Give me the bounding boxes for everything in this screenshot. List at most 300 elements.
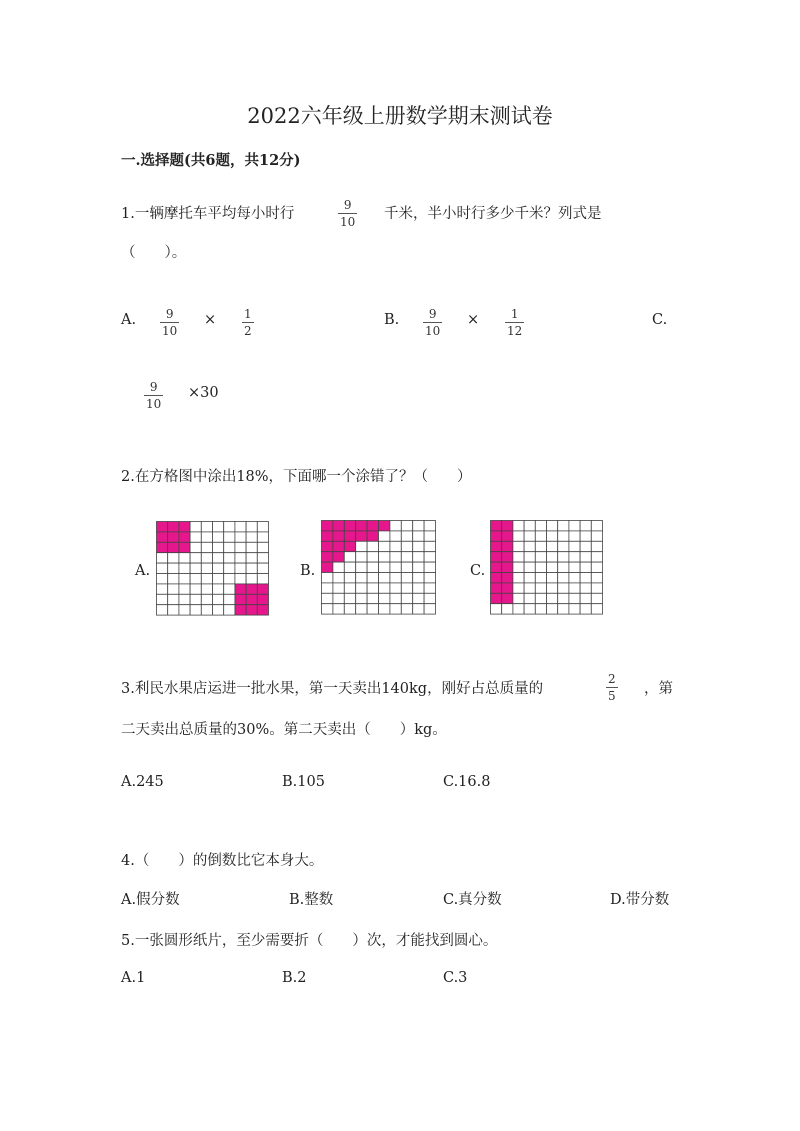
q1-option-a-fraction-2 [242,307,254,338]
grid-cell [580,583,591,593]
grid-cell [179,553,190,563]
grid-cell [424,604,435,614]
grid-cell-shaded [235,605,246,615]
grid-cell [168,584,179,594]
grid-cell [524,552,535,562]
grid-cell [580,552,591,562]
grid-cell [390,604,401,614]
grid-cell [333,583,344,593]
grid-cell [257,542,268,552]
grid-cell [580,521,591,531]
grid-cell [246,542,257,552]
grid-cell [547,562,558,572]
grid-cell [257,563,268,573]
grid-cell [535,521,546,531]
q1-option-c-tail: ×30 [188,385,219,401]
grid-cell [524,531,535,541]
grid-cell [322,593,333,603]
q3-option-c[interactable]: C.16.8 [443,774,491,790]
grid-cell [367,573,378,583]
q1-text-end: 千米，半小时行多少千米？列式是 [384,206,602,222]
grid-cell [224,605,235,615]
grid-cell [235,553,246,563]
grid-cell [413,552,424,562]
q4-option-b[interactable]: B.整数 [289,892,334,908]
fraction-numerator: 9 [165,307,174,321]
grid-cell [401,573,412,583]
grid-cell [201,542,212,552]
q1-option-b-operator: × [467,312,480,328]
fraction-numerator: 1 [244,307,252,321]
q1-option-a-operator: × [204,312,217,328]
grid-cell [390,573,401,583]
grid-cell-shaded [491,552,502,562]
grid-cell [424,593,435,603]
q2-option-a-label[interactable]: A. [135,563,151,579]
grid-cell-shaded [322,521,333,531]
grid-cell-shaded [344,541,355,551]
grid-cell [224,542,235,552]
grid-cell-shaded [491,531,502,541]
fraction-denominator: 10 [340,215,356,229]
grid-cell [513,552,524,562]
grid-cell-shaded [257,605,268,615]
q4-option-a[interactable]: A.假分数 [121,892,180,908]
grid-cell [591,521,602,531]
grid-cell-shaded [179,532,190,542]
grid-cell [580,541,591,551]
grid-cell-shaded [502,562,513,572]
grid-cell [558,552,569,562]
grid-cell [224,584,235,594]
grid-cell [344,583,355,593]
grid-cell [190,563,201,573]
grid-cell [390,593,401,603]
grid-cell [356,583,367,593]
grid-cell-shaded [179,522,190,532]
grid-cell-shaded [257,594,268,604]
grid-cell [424,573,435,583]
grid-cell-shaded [322,552,333,562]
q1-option-a-label[interactable]: A. [121,312,137,328]
q2-option-c-label[interactable]: C. [470,563,486,579]
grid-cell [413,573,424,583]
grid-cell [547,541,558,551]
grid-cell [524,593,535,603]
grid-cell [257,553,268,563]
fraction-bar [242,322,254,323]
grid-cell [513,562,524,572]
grid-cell-shaded [491,573,502,583]
grid-cell [569,573,580,583]
grid-cell [235,532,246,542]
grid-cell [535,583,546,593]
grid-cell-shaded [491,541,502,551]
grid-cell [424,562,435,572]
grid-cell [168,563,179,573]
grid-cell [190,594,201,604]
grid-cell [333,573,344,583]
grid-cell [379,552,390,562]
grid-cell [168,594,179,604]
grid-cell [224,574,235,584]
grid-cell [535,531,546,541]
grid-cell [379,541,390,551]
grid-cell-shaded [333,531,344,541]
grid-cell-shaded [322,541,333,551]
grid-cell [513,521,524,531]
grid-cell [401,604,412,614]
grid-cell [580,593,591,603]
fraction-bar [606,687,618,688]
grid-cell [413,593,424,603]
grid-cell-shaded [356,521,367,531]
grid-cell-shaded [502,521,513,531]
grid-cell [190,574,201,584]
grid-cell [513,604,524,614]
grid-cell-shaded [168,522,179,532]
grid-cell [190,522,201,532]
grid-cell [157,553,168,563]
grid-cell [424,541,435,551]
grid-cell [246,563,257,573]
grid-cell [344,562,355,572]
grid-cell [524,541,535,551]
grid-cell [379,531,390,541]
grid-cell [190,584,201,594]
grid-cell [235,574,246,584]
grid-cell [333,593,344,603]
grid-cell-shaded [333,552,344,562]
page-title: 2022六年级上册数学期末测试卷 [247,104,553,128]
grid-cell-shaded [168,532,179,542]
grid-cell-shaded [502,583,513,593]
grid-cell [524,573,535,583]
q1-option-b-fraction-2 [505,307,524,338]
grid-cell [246,522,257,532]
grid-cell-shaded [246,584,257,594]
grid-cell [547,593,558,603]
grid-cell [333,562,344,572]
grid-cell [257,522,268,532]
grid-cell [344,573,355,583]
grid-cell [513,573,524,583]
grid-cell [213,594,224,604]
grid-cell [213,522,224,532]
q5-option-c[interactable]: C.3 [443,970,468,986]
grid-cell [558,562,569,572]
q2-text: 2.在方格图中涂出18%，下面哪一个涂错了？（ ） [121,469,472,485]
grid-cell-shaded [491,521,502,531]
grid-cell [569,541,580,551]
grid-cell [224,553,235,563]
grid-cell-shaded [344,531,355,541]
grid-cell [513,541,524,551]
grid-cell [558,604,569,614]
grid-cell [157,594,168,604]
grid-cell [580,573,591,583]
grid-cell [157,605,168,615]
grid-cell [524,521,535,531]
grid-cell [213,574,224,584]
q3-text-end: ，第 [644,681,673,697]
grid-cell [213,532,224,542]
q1-option-c-label[interactable]: C. [652,312,668,328]
grid-cell [379,604,390,614]
grid-cell [547,521,558,531]
q3-text-start: 3.利民水果店运进一批水果，第一天卖出140kg，刚好占总质量的 [121,681,544,697]
fraction-numerator: 1 [510,307,519,321]
grid-cell-shaded [491,593,502,603]
q3-option-b[interactable]: B.105 [282,774,325,790]
q5-option-a[interactable]: A.1 [121,970,146,986]
grid-cell [235,563,246,573]
grid-cell [213,563,224,573]
grid-cell [367,583,378,593]
fraction-denominator: 10 [425,324,441,338]
grid-cell-shaded [157,532,168,542]
grid-cell [535,573,546,583]
grid-cell [190,605,201,615]
grid-cell-shaded [502,531,513,541]
q3-text-line2: 二天卖出总质量的30%。第二天卖出（ ）kg。 [121,722,447,738]
grid-cell [179,594,190,604]
q4-option-d[interactable]: D.带分数 [610,892,670,908]
grid-cell [390,521,401,531]
fraction-denominator: 10 [146,397,162,411]
grid-cell-shaded [157,542,168,552]
q4-option-c[interactable]: C.真分数 [443,892,502,908]
grid-cell-shaded [322,531,333,541]
grid-cell [547,531,558,541]
grid-cell [367,593,378,603]
q1-option-a-fraction-1 [160,307,179,338]
grid-cell-shaded [246,605,257,615]
fraction-bar [505,322,524,323]
q5-text: 5.一张圆形纸片，至少需要折（ ）次，才能找到圆心。 [121,933,498,949]
grid-cell [535,541,546,551]
fraction-numerator: 2 [608,672,616,686]
q1-fraction [338,198,357,229]
grid-cell-shaded [157,522,168,532]
grid-cell [201,605,212,615]
grid-cell [356,541,367,551]
grid-cell [513,593,524,603]
fraction-bar [423,322,442,323]
fraction-numerator: 9 [343,198,352,212]
grid-cell [591,593,602,603]
grid-cell [591,573,602,583]
q2-grid-c[interactable] [490,520,604,616]
grid-cell [591,541,602,551]
grid-cell-shaded [246,594,257,604]
grid-cell [168,605,179,615]
grid-cell [413,583,424,593]
grid-cell-shaded [367,531,378,541]
grid-cell-shaded [168,542,179,552]
grid-cell [224,563,235,573]
grid-cell [179,574,190,584]
grid-cell [246,574,257,584]
grid-cell [401,541,412,551]
grid-cell [401,583,412,593]
grid-cell [322,583,333,593]
grid-cell [179,605,190,615]
grid-cell [401,562,412,572]
q3-fraction [606,672,618,703]
grid-cell [190,553,201,563]
grid-cell [390,562,401,572]
grid-cell-shaded [367,521,378,531]
grid-cell [569,583,580,593]
grid-cell [424,531,435,541]
q2-grid-b[interactable] [321,520,437,616]
grid-cell [201,574,212,584]
grid-cell [356,604,367,614]
grid-cell [401,531,412,541]
grid-cell-shaded [491,562,502,572]
grid-cell [356,552,367,562]
grid-cell [168,553,179,563]
grid-cell [569,593,580,603]
grid-cell [558,521,569,531]
grid-cell-shaded [502,541,513,551]
grid-cell [190,532,201,542]
q2-grid-a[interactable] [156,521,270,617]
q5-option-b[interactable]: B.2 [282,970,307,986]
grid-cell [535,552,546,562]
grid-cell [401,521,412,531]
grid-cell [157,574,168,584]
grid-cell [591,552,602,562]
grid-cell [367,562,378,572]
grid-cell [201,563,212,573]
grid-cell-shaded [322,562,333,572]
grid-cell [168,574,179,584]
grid-cell [424,521,435,531]
grid-cell [547,573,558,583]
grid-cell [535,562,546,572]
grid-cell [524,604,535,614]
grid-cell [344,552,355,562]
fraction-bar [144,395,163,396]
grid-cell [535,593,546,603]
grid-cell [424,583,435,593]
grid-cell [367,604,378,614]
grid-cell-shaded [491,583,502,593]
grid-cell [356,593,367,603]
grid-cell [356,573,367,583]
grid-cell [157,584,168,594]
grid-cell [213,553,224,563]
grid-cell [413,562,424,572]
grid-cell [580,531,591,541]
grid-cell-shaded [257,584,268,594]
grid-cell [401,552,412,562]
grid-cell [213,584,224,594]
grid-cell-shaded [344,521,355,531]
grid-cell [257,574,268,584]
grid-cell-shaded [333,521,344,531]
grid-cell [356,562,367,572]
grid-cell [379,562,390,572]
grid-cell [524,583,535,593]
grid-cell [513,583,524,593]
fraction-bar [338,213,357,214]
q1-option-b-fraction-1 [423,307,442,338]
grid-cell [179,563,190,573]
q3-option-a[interactable]: A.245 [121,774,164,790]
grid-cell [424,552,435,562]
grid-cell-shaded [333,541,344,551]
grid-cell [390,541,401,551]
fraction-bar [160,322,179,323]
grid-cell [413,541,424,551]
grid-cell-shaded [379,521,390,531]
grid-cell [157,563,168,573]
grid-cell [558,593,569,603]
grid-cell [558,583,569,593]
grid-cell [201,532,212,542]
grid-cell [224,532,235,542]
grid-cell [558,573,569,583]
grid-cell [201,594,212,604]
grid-cell [547,604,558,614]
grid-cell [580,562,591,572]
grid-cell [390,583,401,593]
grid-cell [569,552,580,562]
grid-cell [558,541,569,551]
q4-text: 4.（ ）的倒数比它本身大。 [121,853,324,869]
grid-cell [213,542,224,552]
grid-cell [367,552,378,562]
grid-cell [502,604,513,614]
grid-cell [201,553,212,563]
grid-cell [569,604,580,614]
grid-cell [558,531,569,541]
grid-cell [390,552,401,562]
grid-cell [213,605,224,615]
grid-cell [235,522,246,532]
fraction-denominator: 12 [507,324,523,338]
grid-cell [224,522,235,532]
fraction-denominator: 5 [608,689,616,703]
grid-cell [257,532,268,542]
grid-cell [246,553,257,563]
grid-cell-shaded [179,542,190,552]
q1-option-c-fraction [144,380,163,411]
grid-cell [333,604,344,614]
q1-text-start: 1.一辆摩托车平均每小时行 [121,206,295,222]
section-heading: 一.选择题(共6题，共12分) [121,152,301,169]
grid-cell [379,583,390,593]
fraction-numerator: 9 [428,307,437,321]
grid-cell [322,604,333,614]
grid-cell [569,521,580,531]
grid-cell-shaded [502,573,513,583]
q2-option-b-label[interactable]: B. [300,563,316,579]
grid-cell [591,531,602,541]
fraction-numerator: 9 [149,380,158,394]
grid-cell-shaded [502,593,513,603]
grid-cell [413,604,424,614]
grid-cell [413,521,424,531]
grid-cell [491,604,502,614]
grid-cell [201,584,212,594]
grid-cell [569,531,580,541]
grid-cell-shaded [235,584,246,594]
q1-option-b-label[interactable]: B. [384,312,400,328]
